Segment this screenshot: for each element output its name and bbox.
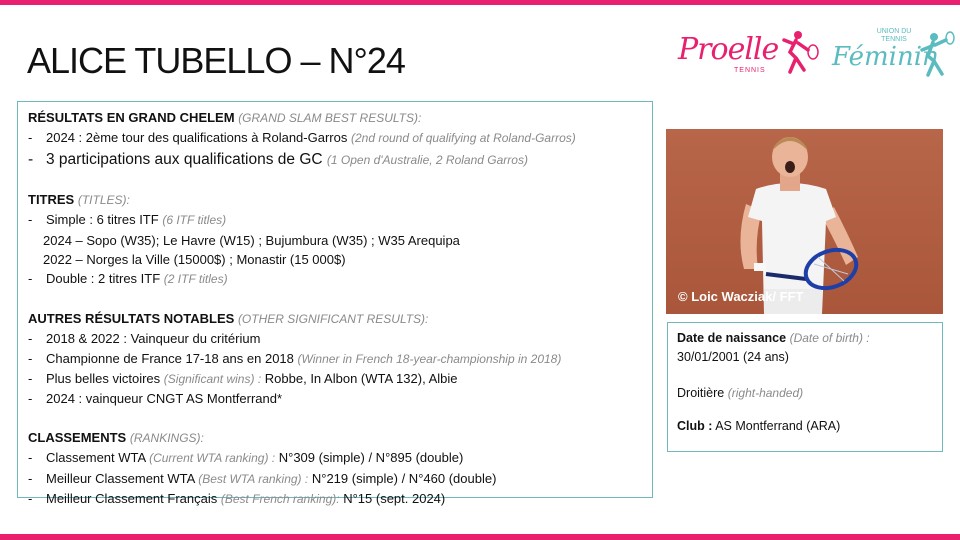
player-photo-illustration xyxy=(666,129,943,314)
ranking-label-fr: Classement WTA xyxy=(46,450,146,466)
rankings-heading-en: (RANKINGS): xyxy=(129,430,204,445)
singles-titles-2024: 2024 – Sopo (W35); Le Havre (W15) ; Bujumbura (W35) ; W35 Arequipa xyxy=(43,232,460,248)
list-item: - Championne de France 17-18 ans en 2018 (Winner in French 18-year-championship in 2018) xyxy=(28,350,562,366)
tennis-player-icon xyxy=(776,28,820,78)
feminin-logo-small-text: UNION DU TENNIS xyxy=(876,28,912,43)
date-of-birth-value: 30/01/2001 (24 ans) xyxy=(677,349,789,364)
list-item: - Meilleur Classement WTA (Best WTA ranking) : N°219 (simple) / N°460 (double) xyxy=(28,470,497,486)
feminin-logo-text: Féminin xyxy=(832,42,939,72)
grand-slam-item-fr: 3 participations aux qualifications de GC xyxy=(46,150,323,168)
rankings-heading-fr: CLASSEMENTS xyxy=(28,429,127,445)
singles-titles-2022: 2022 – Norges la Ville (15000$) ; Monastir (15 000$) xyxy=(43,252,346,268)
club-row xyxy=(677,417,933,436)
grand-slam-item-fr: 2024 : 2ème tour des qualifications à Roland-Garros xyxy=(46,130,348,146)
list-item: - 3 participations aux qualifications de GC (1 Open d'Australie, 2 Roland Garros) xyxy=(28,150,528,168)
photo-credit: © Loic Wacziak/ FFT xyxy=(678,289,804,304)
handedness-value-en: (right-handed) xyxy=(727,386,804,400)
criterium-result: 2018 & 2022 : Vainqueur du critérium xyxy=(46,331,261,347)
list-item: - Plus belles victoires (Significant wins) : Robbe, In Albon (WTA 132), Albie xyxy=(28,371,458,387)
other-results-heading-en: (OTHER SIGNIFICANT RESULTS): xyxy=(237,311,429,326)
list-item: - 2024 : 2ème tour des qualifications à Roland-Garros (2nd round of qualifying at Roland-Garros) xyxy=(28,130,576,146)
ranking-label-en: (Best French ranking): xyxy=(220,492,340,507)
grand-slam-heading-en: (GRAND SLAM BEST RESULTS): xyxy=(238,111,422,125)
ranking-value: N°309 (simple) / N°895 (double) xyxy=(278,450,464,466)
titles-heading-en: (TITLES): xyxy=(77,192,130,207)
results-panel xyxy=(17,101,653,507)
grand-slam-heading xyxy=(28,108,642,128)
ranking-label-en: (Current WTA ranking) : xyxy=(149,451,276,466)
handedness-row xyxy=(677,384,933,403)
ranking-label-fr: Meilleur Classement Français xyxy=(46,491,218,507)
date-of-birth-label-en: (Date of birth) : xyxy=(789,331,870,345)
grand-slam-item-en: (1 Open d'Australie, 2 Roland Garros) xyxy=(326,152,528,167)
best-wins-en: (Significant wins) : xyxy=(163,372,262,387)
singles-titles-en: (6 ITF titles) xyxy=(162,213,227,228)
grand-slam-item-en: (2nd round of qualifying at Roland-Garros) xyxy=(350,131,576,146)
singles-titles-fr: Simple : 6 titres ITF xyxy=(46,212,159,228)
doubles-titles-en: (2 ITF titles) xyxy=(163,272,228,287)
page-title: ALICE TUBELLO – N°24 xyxy=(27,40,405,81)
proelle-logo xyxy=(672,28,820,80)
ranking-label-fr: Meilleur Classement WTA xyxy=(46,470,195,486)
list-item: - Simple : 6 titres ITF (6 ITF titles) xyxy=(28,212,227,228)
bottom-accent-bar xyxy=(0,534,960,540)
titles-heading-fr: TITRES xyxy=(28,191,75,207)
list-item: - Double : 2 titres ITF (2 ITF titles) xyxy=(28,271,228,287)
french-championship-en: (Winner in French 18-year-championship in 2018) xyxy=(297,351,562,366)
titles-heading xyxy=(28,190,642,210)
date-of-birth-row xyxy=(677,329,933,348)
other-results-heading-fr: AUTRES RÉSULTATS NOTABLES xyxy=(28,310,235,326)
best-wins-fr: Plus belles victoires xyxy=(46,371,161,387)
club-label: Club : xyxy=(677,418,713,433)
proelle-logo-subtext: TENNIS xyxy=(734,67,766,74)
top-accent-bar xyxy=(0,0,960,5)
doubles-titles-fr: Double : 2 titres ITF xyxy=(46,271,161,287)
ranking-value: N°219 (simple) / N°460 (double) xyxy=(311,470,497,486)
french-championship-fr: Championne de France 17-18 ans en 2018 xyxy=(46,350,294,366)
rankings-heading xyxy=(28,428,642,448)
handedness-value: Droitière xyxy=(677,386,725,400)
tennis-player-icon xyxy=(916,30,956,78)
proelle-logo-text: Proelle xyxy=(678,32,779,67)
grand-slam-heading-fr: RÉSULTATS EN GRAND CHELEM xyxy=(28,110,235,125)
best-wins-list: Robbe, In Albon (WTA 132), Albie xyxy=(264,371,458,387)
player-photo xyxy=(666,129,943,314)
club-value: AS Montferrand (ARA) xyxy=(715,418,841,433)
union-tennis-feminin-logo xyxy=(830,26,956,78)
list-item: - Classement WTA (Current WTA ranking) : N°309 (simple) / N°895 (double) xyxy=(28,450,464,466)
list-item: - Meilleur Classement Français (Best French ranking): N°15 (sept. 2024) xyxy=(28,491,446,507)
ranking-label-en: (Best WTA ranking) : xyxy=(198,471,309,486)
player-info-panel xyxy=(667,322,943,452)
cngt-result: 2024 : vainqueur CNGT AS Montferrand* xyxy=(46,391,283,407)
date-of-birth-label: Date de naissance xyxy=(677,331,787,345)
list-item: - 2024 : vainqueur CNGT AS Montferrand* xyxy=(28,391,283,407)
ranking-value: N°15 (sept. 2024) xyxy=(343,491,446,507)
other-results-heading xyxy=(28,309,642,329)
list-item: - 2018 & 2022 : Vainqueur du critérium xyxy=(28,331,261,347)
